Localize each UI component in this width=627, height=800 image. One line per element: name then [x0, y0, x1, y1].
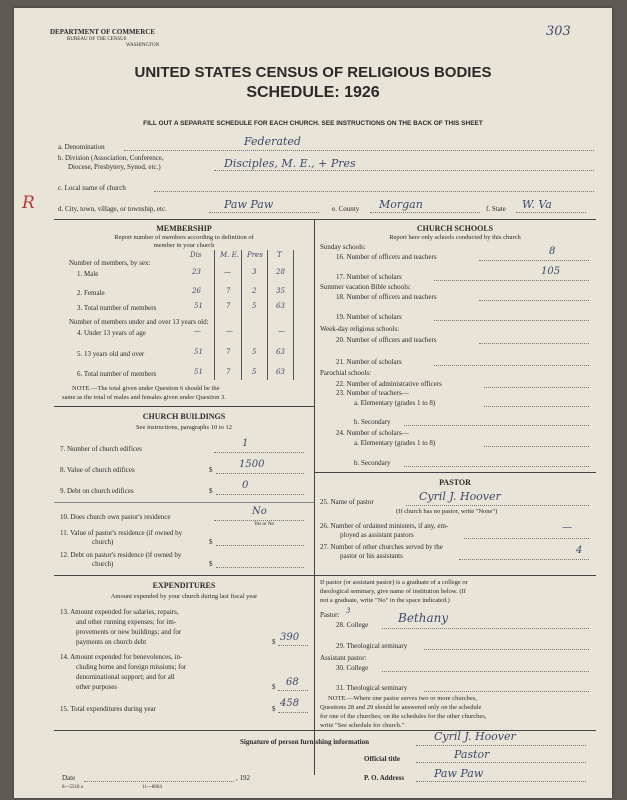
- college-note-2: theological seminary, give name of institution below. (If: [320, 588, 466, 595]
- signature-value: Cyril J. Hoover: [434, 730, 516, 743]
- under-over-13-head: Number of members under and over 13 years old:: [69, 318, 209, 326]
- benevolences-label-2: cluding home and foreign missions; for: [76, 663, 187, 671]
- teachers-secondary-line: [404, 425, 589, 426]
- benevolences-line: [278, 690, 308, 691]
- admin-officers-line: [484, 387, 589, 388]
- residence-debt-dollar: $: [209, 560, 213, 568]
- sunday-scholars-line: [434, 280, 589, 281]
- department-name: DEPARTMENT OF COMMERCE: [50, 28, 156, 36]
- red-review-mark: R: [22, 193, 35, 213]
- edifices-count-value: 1: [242, 438, 249, 449]
- members-by-sex-head: Number of members, by sex:: [69, 259, 151, 267]
- form-title: UNITED STATES CENSUS OF RELIGIOUS BODIES: [134, 64, 492, 81]
- total6-dis: 51: [194, 368, 203, 376]
- edifices-value-dollar: $: [209, 466, 213, 474]
- owns-residence-label: 10. Does church own pastor's residence: [60, 513, 171, 521]
- under-13-label: 4. Under 13 years of age: [77, 329, 146, 337]
- teachers-elementary-label: a. Elementary (grades 1 to 8): [354, 399, 436, 407]
- schools-intro: Report here only schools conducted by this church: [389, 234, 521, 241]
- pastor-seminary-line: [424, 649, 589, 650]
- membership-intro-1: Report number of members according to definition of: [114, 234, 254, 241]
- division-value: Disciples, M. E., + Pres: [224, 157, 356, 170]
- pastor-note-2: Questions 28 and 29 should be answered only on the schedule: [320, 704, 482, 711]
- owns-residence-value: No: [252, 506, 267, 517]
- teachers-elementary-line: [484, 406, 589, 407]
- city-line: [209, 212, 319, 213]
- pastor-seminary-label: 29. Theological seminary: [336, 642, 408, 650]
- schools-heading: CHURCH SCHOOLS: [416, 224, 494, 233]
- assistant-college-line: [382, 671, 589, 672]
- pastor-college-value: Bethany: [398, 611, 449, 625]
- residence-value-line: [216, 545, 304, 546]
- pastor-college-label: 28. College: [336, 621, 369, 629]
- scholars-elementary-line: [484, 446, 589, 447]
- pastor-name-label: 25. Name of pastor: [320, 498, 374, 506]
- total-expenditures-label: 15. Total expenditures during year: [60, 705, 156, 713]
- male-total: 28: [276, 268, 285, 276]
- weekday-scholars-label: 21. Number of scholars: [336, 358, 402, 366]
- form-instruction: FILL OUT A SEPARATE SCHEDULE FOR EACH CHURCH. SEE INSTRUCTIONS ON THE BACK OF THIS SHEET: [143, 120, 483, 127]
- pastor-college-line: [382, 628, 589, 629]
- sunday-officers-value: 8: [549, 246, 556, 257]
- buildings-separator: [54, 502, 314, 503]
- division-line: [214, 170, 594, 171]
- male-label: 1. Male: [77, 270, 99, 278]
- division-label-2: Diocese, Presbytery, Synod, etc.): [68, 163, 161, 171]
- pastor-heading: PASTOR: [439, 478, 471, 487]
- total-pres: 5: [252, 302, 257, 310]
- county-label: e. County: [332, 205, 360, 213]
- other-churches-line: [459, 559, 589, 560]
- other-churches-label-2: pastor or his assistants: [340, 552, 403, 560]
- edifices-count-line: [214, 452, 304, 453]
- state-line: [516, 212, 586, 213]
- female-total: 35: [276, 287, 285, 295]
- edifices-value-line: [216, 473, 304, 474]
- salaries-dollar: $: [272, 638, 276, 646]
- pastor-name-value: Cyril J. Hoover: [419, 490, 501, 503]
- buildings-heading: CHURCH BUILDINGS: [142, 412, 226, 421]
- denomination-label: a. Denomination: [58, 143, 105, 151]
- edifices-debt-label: 9. Debt on church edifices: [60, 487, 134, 495]
- form-number: 8—5518 a: [62, 785, 83, 790]
- pastor-name-hint: (If church has no pastor, write "None"): [396, 508, 498, 515]
- under13-me: —: [226, 327, 233, 335]
- summer-scholars-label: 19. Number of scholars: [336, 313, 402, 321]
- parochial-schools-head: Parochial schools:: [320, 369, 372, 377]
- teachers-head: 23. Number of teachers—: [336, 389, 409, 397]
- member-col-line-4: [293, 250, 294, 380]
- residence-value-label-2: church): [92, 538, 114, 546]
- edifices-value-label: 8. Value of church edifices: [60, 466, 135, 474]
- buildings-subheading: See instructions, paragraphs 10 to 12: [135, 424, 233, 431]
- teachers-secondary-label: b. Secondary: [354, 418, 391, 426]
- over-13-label: 5. 13 years old and over: [77, 350, 145, 358]
- salaries-label-3: provements or new buildings; and for: [76, 628, 182, 636]
- sunday-schools-head: Sunday schools:: [320, 243, 366, 251]
- date-label: Date: [62, 774, 76, 782]
- residence-debt-label-1: 12. Debt on pastor's residence (if owned by: [60, 551, 182, 559]
- total-expenditures-line: [278, 712, 308, 713]
- sunday-officers-line: [479, 260, 589, 261]
- member-col-head-1: Dis: [190, 251, 202, 259]
- over13-dis: 51: [194, 348, 203, 356]
- denomination-value: Federated: [244, 135, 301, 148]
- assistant-college-label: 30. College: [336, 664, 369, 672]
- total6-total: 63: [276, 368, 285, 376]
- center-divider: [314, 219, 315, 576]
- pastor-name-line: [406, 505, 589, 506]
- weekday-officers-label: 20. Number of officers and teachers: [336, 336, 437, 344]
- salaries-label-4: payments on church debt: [76, 638, 147, 646]
- total-me: 7: [226, 302, 231, 310]
- ordained-ministers-label-1: 26. Number of ordained ministers, if any, em-: [320, 522, 449, 530]
- membership-note-1: NOTE.—The total given under Question 6 should be the: [72, 385, 220, 392]
- edifices-debt-line: [216, 494, 304, 495]
- college-note-1: If pastor (or assistant pastor) is a graduate of a college or: [320, 579, 468, 586]
- female-label: 2. Female: [77, 289, 105, 297]
- county-line: [370, 212, 480, 213]
- membership-intro-2: member in your church: [153, 242, 215, 249]
- official-title-line: [416, 762, 586, 763]
- total-expenditures-amount: 458: [280, 698, 300, 709]
- benevolences-label-4: other purposes: [76, 683, 118, 691]
- po-address-line: [416, 781, 586, 782]
- total6-pres: 5: [252, 368, 257, 376]
- pastor-sublabel: Pastor:: [320, 611, 340, 619]
- page-number: 303: [546, 24, 571, 39]
- male-pres: 3: [252, 268, 257, 276]
- sunday-officers-label: 16. Number of officers and teachers: [336, 253, 437, 261]
- admin-officers-label: 22. Number of administrative officers: [336, 380, 442, 388]
- college-note-3: not a graduate, write "No" in the space indicated.): [320, 597, 450, 604]
- pastor-mark: 3: [346, 607, 351, 615]
- scholars-elementary-label: a. Elementary (grades 1 to 8): [354, 439, 436, 447]
- total-expenditures-dollar: $: [272, 705, 276, 713]
- owns-residence-hint: Yes or No: [254, 522, 275, 527]
- salaries-amount: 390: [280, 632, 300, 643]
- edifices-value-amount: 1500: [239, 459, 265, 470]
- over13-me: 7: [226, 348, 231, 356]
- mid-horizontal-line: [54, 575, 596, 576]
- local-name-line: [154, 191, 594, 192]
- benevolences-label-3: denominational support; and for all: [76, 673, 175, 681]
- ordained-ministers-line: [464, 538, 589, 539]
- total6-me: 7: [226, 368, 231, 376]
- schools-bottom-line: [314, 472, 596, 473]
- bureau-city: WASHINGTON: [126, 43, 160, 48]
- summer-schools-head: Summer vacation Bible schools:: [320, 283, 411, 291]
- benevolences-label-1: 14. Amount expended for benevolences, in-: [60, 653, 183, 661]
- membership-bottom-line: [54, 406, 314, 407]
- sunday-scholars-value: 105: [541, 266, 561, 277]
- edifices-debt-amount: 0: [242, 480, 249, 491]
- division-label-1: b. Division (Association, Conference,: [58, 154, 164, 162]
- frame-top-line: [54, 219, 596, 220]
- scholars-secondary-label: b. Secondary: [354, 459, 391, 467]
- member-col-head-2: M. E.: [220, 251, 239, 259]
- weekday-officers-line: [479, 343, 589, 344]
- form-subtitle: SCHEDULE: 1926: [246, 84, 380, 101]
- membership-heading: MEMBERSHIP: [156, 224, 212, 233]
- total-total: 63: [276, 302, 285, 310]
- edifices-debt-dollar: $: [209, 487, 213, 495]
- scholars-secondary-line: [404, 466, 589, 467]
- po-address-value: Paw Paw: [434, 767, 484, 780]
- member-col-line-3: [267, 250, 268, 380]
- total-dis: 51: [194, 302, 203, 310]
- salaries-label-1: 13. Amount expended for salaries, repairs,: [60, 608, 179, 616]
- ordained-ministers-value: —: [562, 522, 572, 533]
- summer-officers-line: [479, 300, 589, 301]
- print-number: 11—8064: [142, 785, 162, 790]
- pastor-note-4: write "See schedule for church.": [320, 722, 405, 729]
- weekday-scholars-line: [434, 365, 589, 366]
- owns-residence-line: [214, 520, 304, 521]
- census-schedule-sheet: [14, 8, 612, 798]
- local-name-label: c. Local name of church: [58, 184, 126, 192]
- ordained-ministers-label-2: ployed as assistant pastors: [340, 531, 414, 539]
- benevolences-dollar: $: [272, 683, 276, 691]
- total-members-6-label: 6. Total number of members: [77, 370, 157, 378]
- state-value: W. Va: [522, 198, 552, 211]
- residence-value-dollar: $: [209, 538, 213, 546]
- pastor-note-3: for one of the churches; on the schedules for the other churches,: [320, 713, 487, 720]
- scholars-head: 24. Number of scholars—: [336, 429, 409, 437]
- under13-total: —: [278, 327, 285, 335]
- salaries-line: [278, 645, 308, 646]
- city-label: d. City, town, village, or township, etc.: [58, 205, 167, 213]
- date-line: [84, 781, 234, 782]
- county-value: Morgan: [379, 198, 423, 211]
- assistant-seminary-line: [424, 691, 589, 692]
- residence-debt-label-2: church): [92, 560, 114, 568]
- over13-pres: 5: [252, 348, 257, 356]
- signature-label: Signature of person furnishing information: [240, 738, 369, 746]
- assistant-pastor-label: Assistant pastor:: [320, 654, 367, 662]
- under13-dis: —: [194, 327, 201, 335]
- assistant-seminary-label: 31. Theological seminary: [336, 684, 408, 692]
- residence-value-label-1: 11. Value of pastor's residence (if owned by: [60, 529, 183, 537]
- member-col-line-2: [241, 250, 242, 380]
- expenditures-heading: EXPENDITURES: [152, 581, 216, 590]
- signature-line: [416, 745, 586, 746]
- male-dis: 23: [192, 268, 201, 276]
- membership-note-2: same as the total of males and females given under Question 3.: [62, 394, 226, 401]
- member-col-head-4: T: [277, 251, 282, 259]
- female-me: 7: [226, 287, 231, 295]
- edifices-count-label: 7. Number of church edifices: [60, 445, 142, 453]
- benevolences-amount: 68: [286, 677, 299, 688]
- total-members-label: 3. Total number of members: [77, 304, 157, 312]
- date-year: , 192: [236, 774, 250, 782]
- weekday-schools-head: Week-day religious schools:: [320, 325, 400, 333]
- other-churches-value: 4: [576, 545, 583, 556]
- denomination-line: [124, 150, 594, 151]
- member-col-head-3: Pres: [247, 251, 263, 259]
- official-title-label: Official title: [364, 755, 400, 763]
- female-pres: 2: [252, 287, 257, 295]
- summer-scholars-line: [434, 320, 589, 321]
- residence-debt-line: [216, 567, 304, 568]
- expenditures-subheading: Amount expended by your church during last fiscal year: [110, 593, 258, 600]
- other-churches-label-1: 27. Number of other churches served by the: [320, 543, 443, 551]
- sunday-scholars-label: 17. Number of scholars: [336, 273, 402, 281]
- official-title-value: Pastor: [454, 748, 490, 761]
- pastor-note-1: NOTE.—Where one pastor serves two or more churches,: [328, 695, 477, 702]
- over13-total: 63: [276, 348, 285, 356]
- state-label: f. State: [486, 205, 506, 213]
- po-address-label: P. O. Address: [364, 774, 405, 782]
- female-dis: 26: [192, 287, 201, 295]
- summer-officers-label: 18. Number of officers and teachers: [336, 293, 437, 301]
- bureau-name: BUREAU OF THE CENSUS: [67, 37, 127, 42]
- city-value: Paw Paw: [224, 198, 274, 211]
- salaries-label-2: and other running expenses; for im-: [76, 618, 177, 626]
- male-me: —: [224, 268, 231, 276]
- member-col-line-1: [214, 250, 215, 380]
